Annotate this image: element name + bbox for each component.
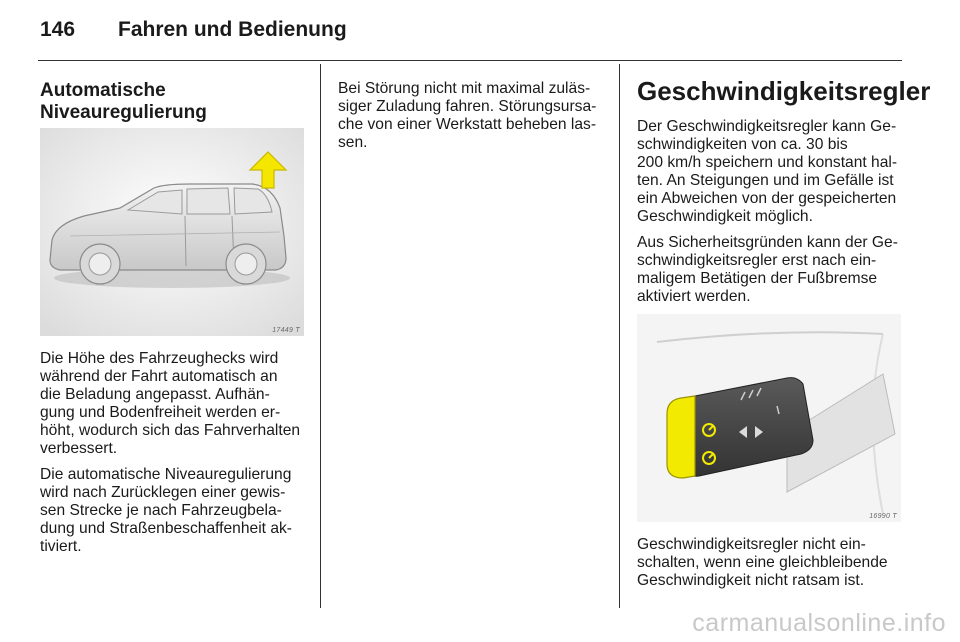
paragraph	[338, 80, 610, 152]
text-line: höht, wodurch sich das Fahrverhalten	[40, 422, 301, 439]
text-line: dung und Straßenbeschaffenheit ak-	[40, 520, 292, 537]
paragraph	[637, 234, 905, 306]
column-divider-left	[320, 64, 321, 608]
watermark: carmanualsonline.info	[692, 609, 946, 637]
figure-code: 16990 T	[869, 513, 897, 520]
paragraph	[40, 350, 312, 458]
heading-line: Automatische	[40, 80, 166, 101]
text-line: gung und Bodenfreiheit werden er-	[40, 404, 281, 421]
text-line: maligem Betätigen der Fußbremse	[637, 270, 878, 287]
text-line: sen Strecke je nach Fahrzeugbela-	[40, 502, 282, 519]
text-line: Der Geschwindigkeitsregler kann Ge-	[637, 118, 897, 135]
text-line: die Beladung angepasst. Aufhän-	[40, 386, 270, 403]
car-level-figure	[40, 128, 304, 336]
left-column	[40, 80, 312, 124]
text-line: sen.	[338, 134, 368, 151]
text-line: verbessert.	[40, 440, 118, 457]
section-heading-niveauregulierung	[40, 80, 312, 124]
figure-code: 17449 T	[272, 327, 300, 334]
text-line: siger Zuladung fahren. Störungsursa-	[338, 98, 597, 115]
paragraph	[40, 466, 312, 556]
section-heading-geschwindigkeitsregler: Geschwindigkeitsregler	[637, 76, 931, 106]
text-line: Geschwindigkeit nicht ratsam ist.	[637, 572, 865, 589]
text-line: Bei Störung nicht mit maximal zuläs-	[338, 80, 591, 97]
heading-line: Niveauregulierung	[40, 102, 207, 123]
text-line: schwindigkeiten von ca. 30 bis	[637, 136, 848, 153]
left-column-text	[40, 350, 312, 564]
column-divider-right	[619, 64, 620, 608]
lever-illustration	[637, 314, 901, 522]
text-line: Geschwindigkeitsregler nicht ein-	[637, 536, 866, 553]
right-column	[637, 76, 931, 314]
page-header	[38, 18, 902, 50]
header-rule	[38, 60, 902, 61]
middle-column	[338, 80, 610, 160]
right-column-caption	[637, 536, 905, 598]
page-number: 146	[40, 18, 76, 41]
text-line: schalten, wenn eine gleichbleibende	[637, 554, 888, 571]
text-line: schwindigkeitsregler erst nach ein-	[637, 252, 877, 269]
caption-paragraph	[637, 536, 905, 590]
text-line: 200 km/h speichern und konstant hal-	[637, 154, 898, 171]
chapter-title: Fahren und Bedienung	[118, 18, 347, 41]
text-line: Geschwindigkeit möglich.	[637, 208, 813, 225]
car-illustration	[40, 128, 304, 336]
text-line: Aus Sicherheitsgründen kann der Ge-	[637, 234, 898, 251]
paragraph	[637, 118, 905, 226]
text-line: che von einer Werkstatt beheben las-	[338, 116, 597, 133]
text-line: aktiviert werden.	[637, 288, 751, 305]
text-line: Die automatische Niveauregulierung	[40, 466, 292, 483]
text-line: ten. An Steigungen und im Gefälle ist	[637, 172, 894, 189]
cruise-control-lever-figure	[637, 314, 901, 522]
text-line: Die Höhe des Fahrzeughecks wird	[40, 350, 279, 367]
text-line: ein Abweichen von der gespeicherten	[637, 190, 897, 207]
text-line: tiviert.	[40, 538, 82, 555]
text-line: während der Fahrt automatisch an	[40, 368, 278, 385]
text-line: wird nach Zurücklegen einer gewis-	[40, 484, 286, 501]
